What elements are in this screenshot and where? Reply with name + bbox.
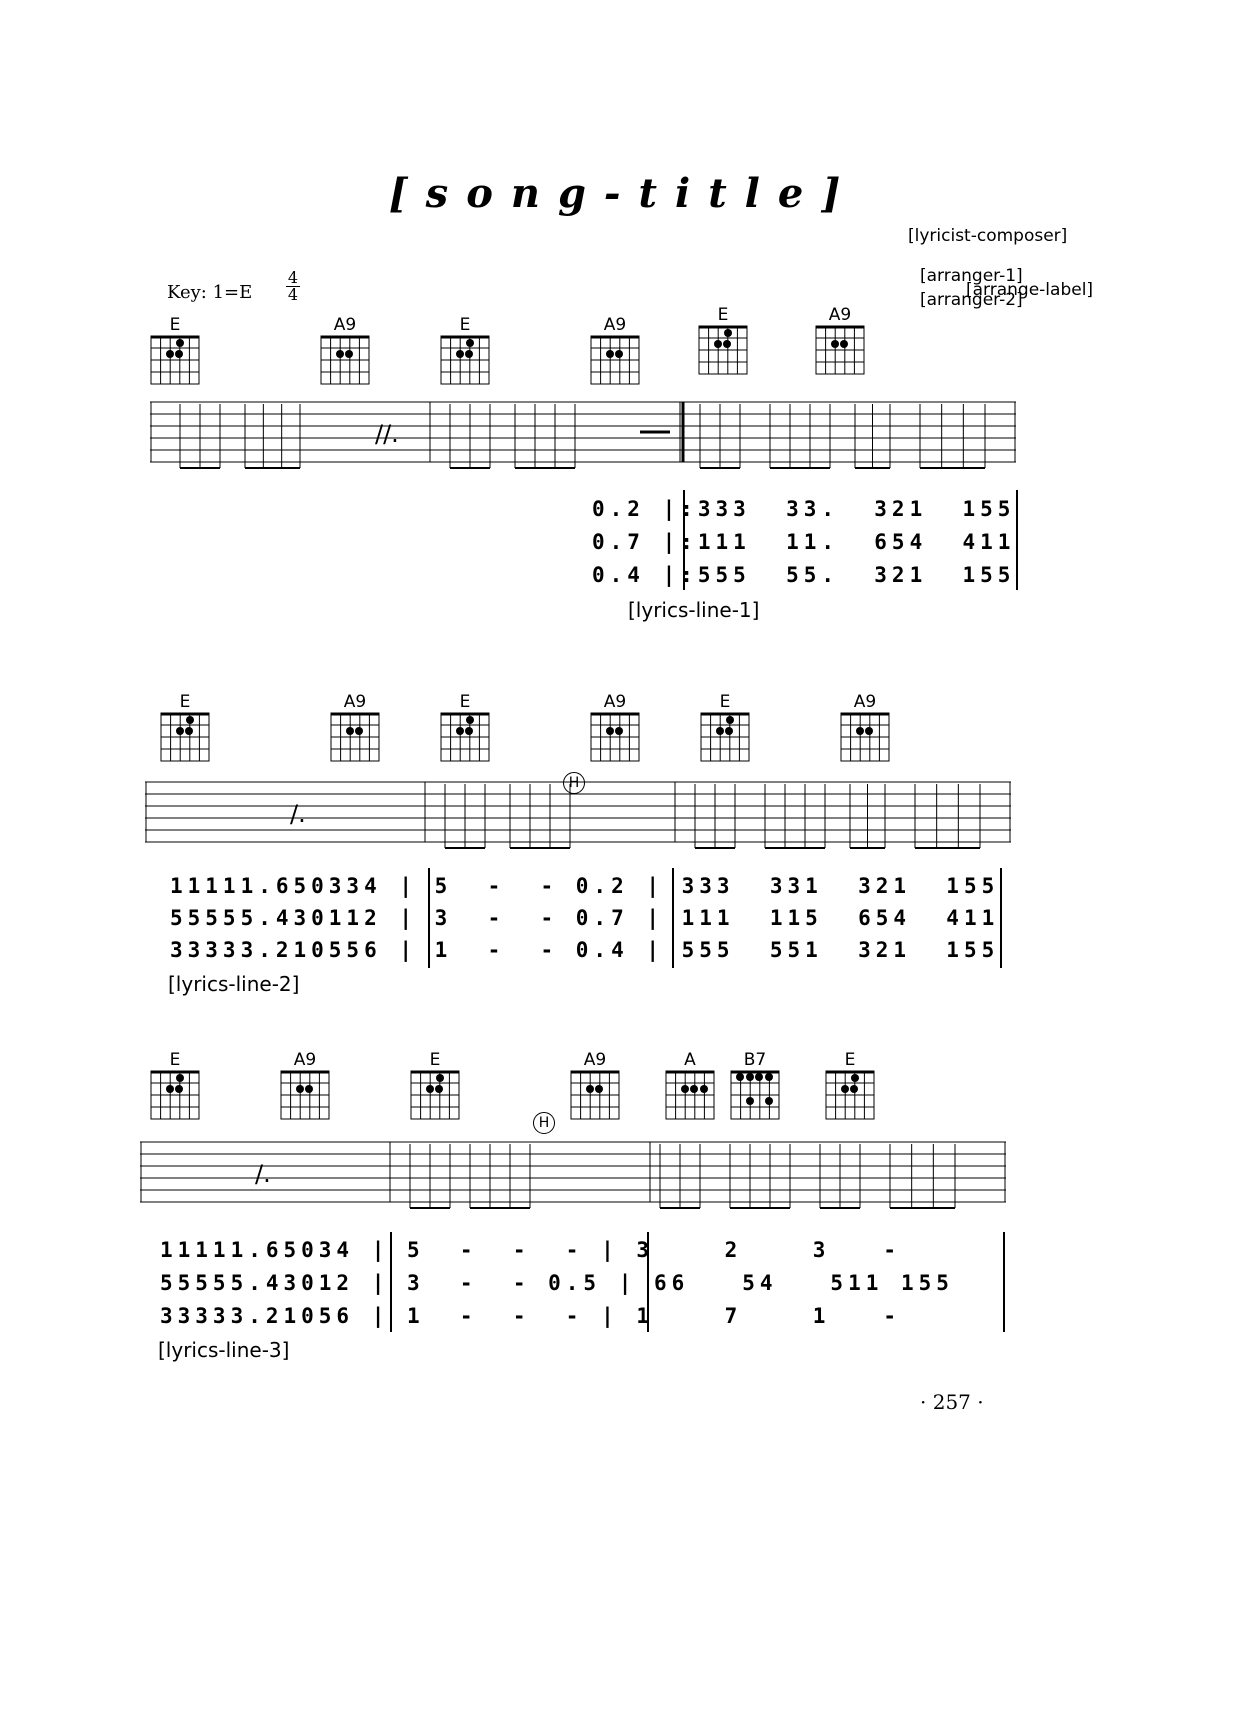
time-sig-bottom: 4: [287, 285, 299, 304]
chord-grid-icon: [590, 712, 642, 764]
chord-diagram-e: [160, 692, 215, 768]
chord-grid-icon: [160, 712, 212, 764]
repeat-sign: /.: [290, 800, 306, 828]
song-title: [song-title]: [388, 170, 859, 217]
chord-name: A9: [853, 692, 877, 712]
bar-line: [1000, 868, 1002, 968]
lyrics-line: [lyrics-line-1]: [628, 598, 760, 622]
chord-grid-icon: [330, 712, 382, 764]
chord-grid-icon: [410, 1070, 462, 1122]
repeat-sign: /.: [255, 1160, 271, 1188]
key-signature: Key: 1=E: [167, 282, 253, 303]
chord-grid-icon: [590, 335, 642, 387]
lyrics-music-credit: [lyricist-composer]: [908, 226, 1068, 246]
numbered-notation-row: 55555.430112 | 3 - - 0.7 | 111 115 654 411: [170, 906, 1000, 930]
numbered-notation-row: 33333.210556 | 1 - - 0.4 | 555 551 321 155: [170, 938, 1000, 962]
chord-name: E: [844, 1050, 856, 1070]
time-signature: [286, 270, 300, 303]
chord-diagram-a9: [280, 1050, 335, 1126]
tab-staff: [150, 398, 1020, 470]
chord-diagram-e: [150, 1050, 205, 1126]
arranger-2: [arranger-2]: [920, 290, 1023, 310]
chord-name: A9: [828, 305, 852, 325]
chord-name: A9: [603, 315, 627, 335]
chord-diagram-a9: [590, 315, 645, 391]
numbered-notation-row: 55555.43012 | 3 - - 0.5 | 66 54 511 155: [160, 1271, 954, 1295]
chord-grid-icon: [698, 325, 750, 377]
chord-diagram-e: [410, 1050, 465, 1126]
chord-name: E: [719, 692, 731, 712]
chord-grid-icon: [815, 325, 867, 377]
chord-diagram-e: [150, 315, 205, 391]
chord-name: B7: [743, 1050, 767, 1070]
chord-diagram-a9: [570, 1050, 625, 1126]
tab-staff: [145, 778, 1015, 850]
chord-name: E: [459, 692, 471, 712]
chord-name: A9: [583, 1050, 607, 1070]
harmonic-marker: H: [533, 1112, 555, 1134]
chord-diagram-e: [440, 315, 495, 391]
chord-grid-icon: [665, 1070, 717, 1122]
lyrics-line: [lyrics-line-3]: [158, 1338, 290, 1362]
chord-name: A9: [333, 315, 357, 335]
arranger-1: [arranger-1]: [920, 266, 1023, 286]
chord-name: A9: [603, 692, 627, 712]
chord-name: A: [684, 1050, 696, 1070]
chord-name: E: [429, 1050, 441, 1070]
bar-line: [1003, 1232, 1005, 1332]
chord-diagram-e: [440, 692, 495, 768]
chord-name: E: [169, 1050, 181, 1070]
chord-grid-icon: [320, 335, 372, 387]
chord-grid-icon: [440, 335, 492, 387]
chord-diagram-b7: [730, 1050, 785, 1126]
harmonic-marker: H: [563, 772, 585, 794]
tab-staff: [140, 1138, 1010, 1210]
chord-diagram-e: [700, 692, 755, 768]
chord-diagram-a9: [590, 692, 645, 768]
chord-name: E: [169, 315, 181, 335]
chord-diagram-a9: [320, 315, 375, 391]
repeat-sign: //.: [375, 420, 399, 448]
chord-grid-icon: [570, 1070, 622, 1122]
numbered-notation-row: 33333.21056 | 1 - - - | 1 7 1 -: [160, 1304, 902, 1328]
chord-grid-icon: [150, 335, 202, 387]
time-sig-top: 4: [287, 268, 299, 287]
bar-line: [1016, 490, 1018, 590]
chord-grid-icon: [730, 1070, 782, 1122]
chord-name: E: [459, 315, 471, 335]
chord-diagram-a9: [815, 305, 870, 381]
chord-diagram-a9: [330, 692, 385, 768]
lyrics-line: [lyrics-line-2]: [168, 972, 300, 996]
chord-name: A9: [293, 1050, 317, 1070]
chord-name: A9: [343, 692, 367, 712]
chord-grid-icon: [280, 1070, 332, 1122]
chord-grid-icon: [700, 712, 752, 764]
chord-name: E: [717, 305, 729, 325]
chord-grid-icon: [825, 1070, 877, 1122]
numbered-notation-row: 0.2 |:333 33. 321 155: [592, 497, 1016, 521]
chord-diagram-a9: [840, 692, 895, 768]
numbered-notation-row: 0.7 |:111 11. 654 411: [592, 530, 1016, 554]
chord-diagram-e: [698, 305, 753, 381]
numbered-notation-row: 0.4 |:555 55. 321 155: [592, 563, 1016, 587]
chord-diagram-e: [825, 1050, 880, 1126]
chord-grid-icon: [150, 1070, 202, 1122]
chord-name: E: [179, 692, 191, 712]
chord-diagram-a: [665, 1050, 720, 1126]
chord-grid-icon: [840, 712, 892, 764]
numbered-notation-row: 11111.65034 | 5 - - - | 3 2 3 -: [160, 1238, 902, 1262]
numbered-notation-row: 11111.650334 | 5 - - 0.2 | 333 331 321 155: [170, 874, 1000, 898]
chord-grid-icon: [440, 712, 492, 764]
page-number: · 257 ·: [920, 1390, 984, 1414]
arrange-label: [arrange-label]: [966, 280, 1094, 300]
